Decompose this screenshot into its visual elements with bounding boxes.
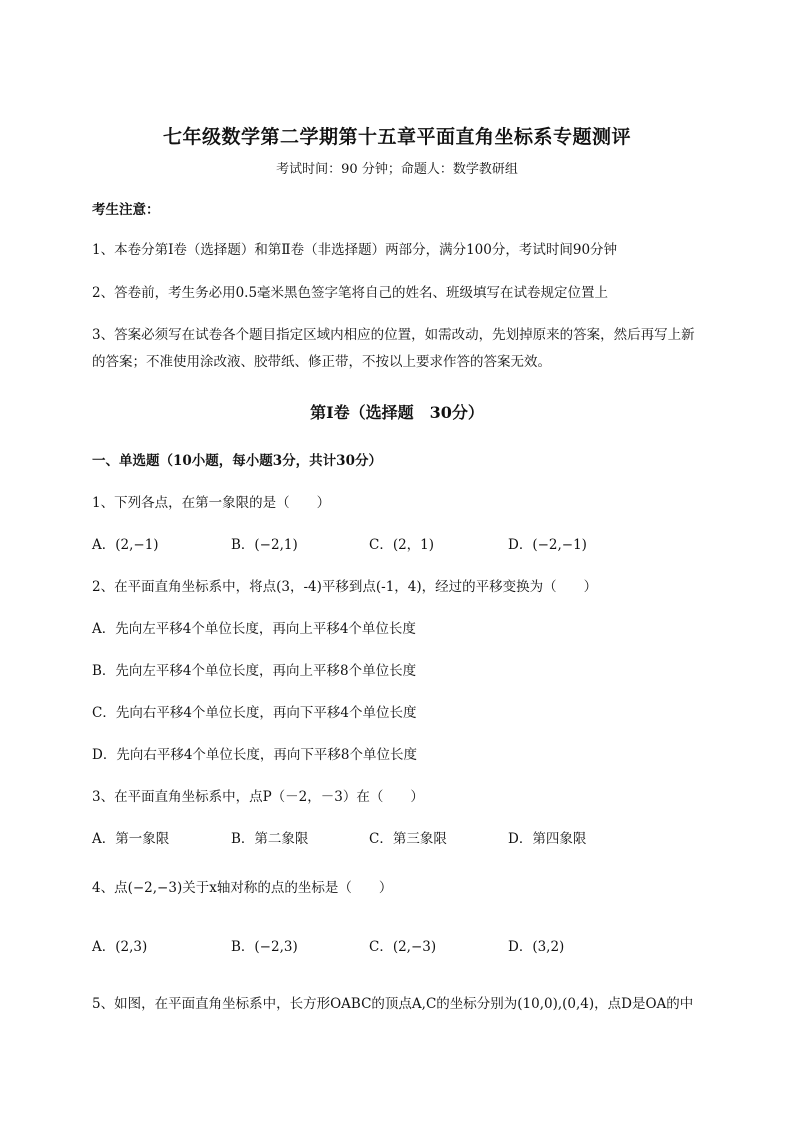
question-stem: 2、在平面直角坐标系中，将点(3，-4)平移到点(-1，4)，经过的平移变换为（ ） — [92, 579, 598, 595]
option-c: C．第三象限 — [369, 831, 447, 847]
option-d: D．第四象限 — [508, 831, 587, 847]
question-stem: 5、如图，在平面直角坐标系中，长方形OABC的顶点A,C的坐标分别为(10,0),(0,4)，点D是OA的中 — [92, 996, 694, 1012]
notice-item-continued: 的答案；不准使用涂改液、胶带纸、修正带，不按以上要求作答的答案无效。 — [92, 354, 551, 370]
option-a: A．先向左平移4个单位长度，再向上平移4个单位长度 — [92, 621, 416, 637]
option-a: A．(2,3) — [92, 939, 148, 955]
question-stem: 1、下列各点，在第一象限的是（ ） — [92, 495, 331, 511]
option-b: B．(−2,3) — [231, 939, 298, 955]
exam-info: 考试时间：90 分钟；命题人：数学教研组 — [276, 162, 518, 177]
option-c: C．先向右平移4个单位长度，再向下平移4个单位长度 — [92, 705, 417, 721]
option-d: D．先向右平移4个单位长度，再向下平移8个单位长度 — [92, 747, 418, 763]
notice-item: 1、本卷分第Ⅰ卷（选择题）和第Ⅱ卷（非选择题）两部分，满分100分，考试时间90分钟 — [92, 242, 618, 258]
option-d: D．(−2,−1) — [508, 537, 587, 553]
notice-item: 3、答案必须写在试卷各个题目指定区域内相应的位置，如需改动，先划掉原来的答案，然后再写上新 — [92, 327, 695, 343]
question-stem: 3、在平面直角坐标系中，点P（－2，－3）在（ ） — [92, 789, 424, 805]
page-title: 七年级数学第二学期第十五章平面直角坐标系专题测评 — [162, 126, 631, 148]
part-heading: 一、单选题（10小题，每小题3分，共计30分） — [92, 453, 382, 469]
notice-item: 2、答卷前，考生务必用0.5毫米黑色签字笔将自己的姓名、班级填写在试卷规定位置上 — [92, 285, 609, 301]
question-stem: 4、点(−2,−3)关于x轴对称的点的坐标是（ ） — [92, 880, 393, 896]
option-a: A．(2,−1) — [92, 537, 159, 553]
option-a: A．第一象限 — [92, 831, 170, 847]
option-d: D．(3,2) — [508, 939, 565, 955]
notice-heading: 考生注意： — [92, 202, 160, 218]
option-b: B．先向左平移4个单位长度，再向上平移8个单位长度 — [92, 663, 417, 679]
option-c: C．(2,−3) — [369, 939, 437, 955]
section-title: 第Ⅰ卷（选择题 30分） — [310, 403, 484, 422]
option-b: B．(−2,1) — [231, 537, 298, 553]
option-c: C．(2，1) — [369, 537, 435, 553]
option-b: B．第二象限 — [231, 831, 309, 847]
